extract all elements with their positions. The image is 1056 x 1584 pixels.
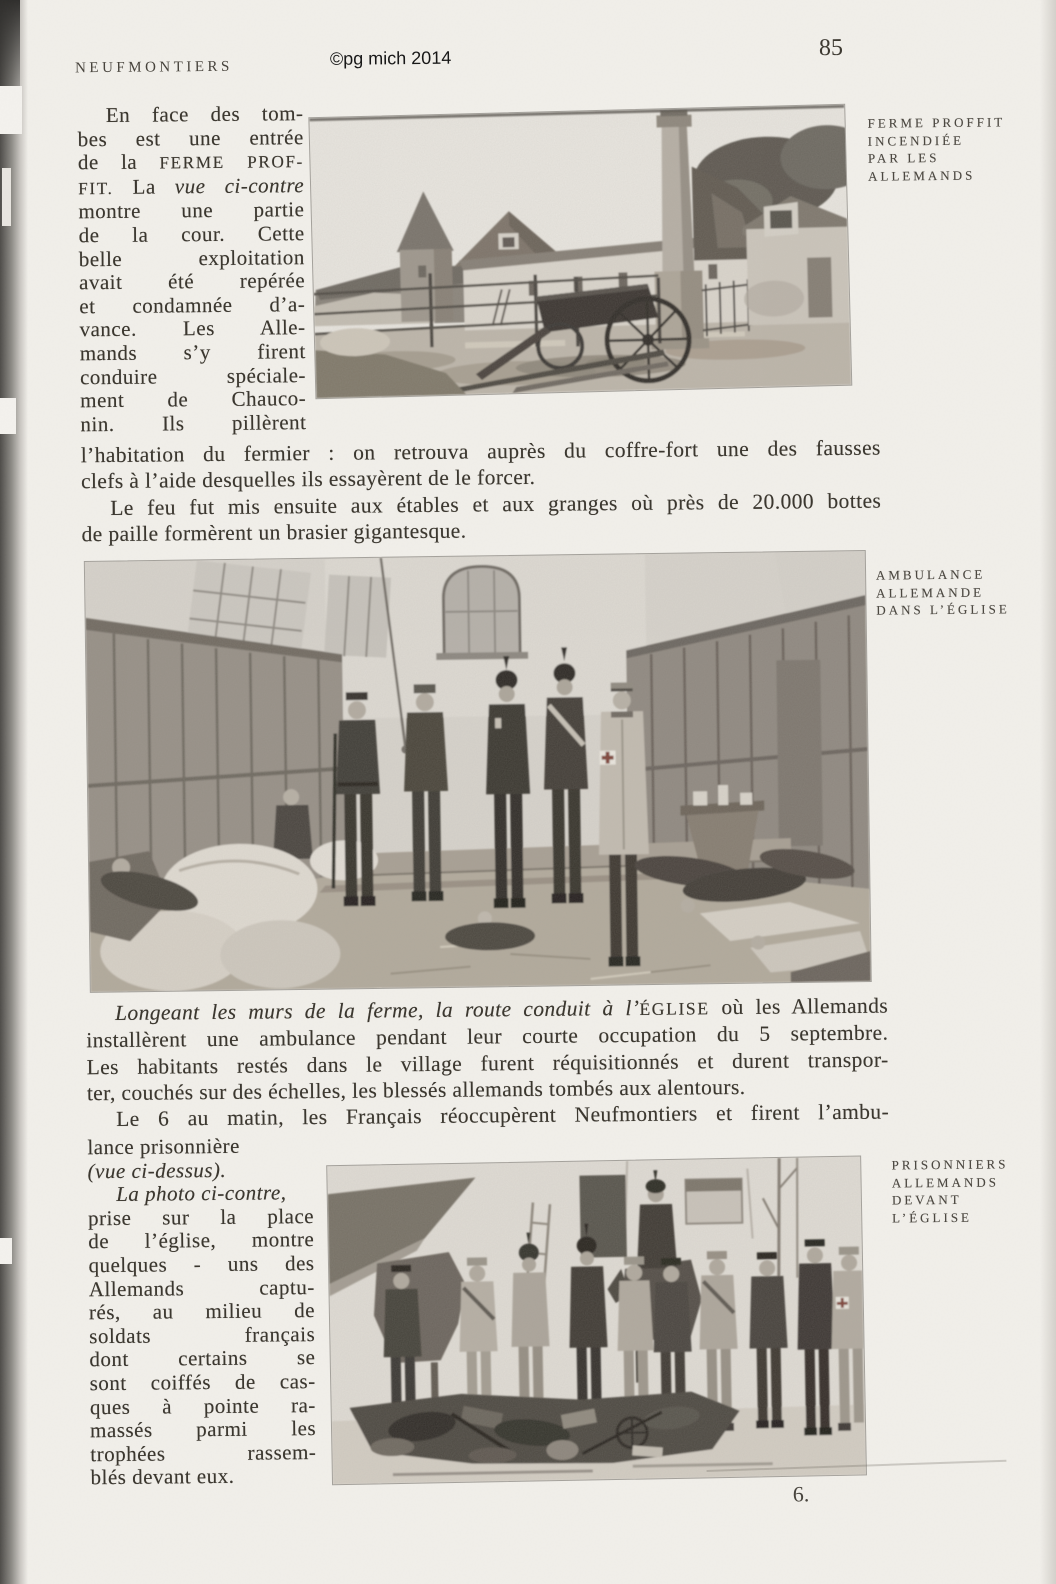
text-line: conduire spéciale- <box>79 362 307 389</box>
text-line: vance. Les Alle- <box>79 315 306 342</box>
text-line: L’ÉGLISE <box>892 1209 973 1226</box>
text-line: avait été repérée <box>78 268 306 295</box>
text-line: l’habitation du fermier : on retrouva auprès du coffre-fort une des fausses <box>80 435 881 468</box>
text-line: de l’église, montre <box>88 1227 315 1254</box>
text-line: rés, au milieu de <box>88 1298 316 1325</box>
text-line: PRISONNIERS <box>891 1156 1009 1173</box>
text-line: ment de Chauco- <box>80 386 307 413</box>
text-line: de la FERME PROF- <box>77 149 305 175</box>
scan-artifact <box>0 1238 12 1264</box>
text-line: Le 6 au matin, les Français réoccupèrent Neufmontiers et firent l’ambu- <box>116 1099 890 1132</box>
page-number: 85 <box>818 34 843 62</box>
page-right-edge-shade <box>1040 0 1056 1584</box>
text-line: ALLEMANDS <box>868 167 976 184</box>
text-line: ter, couchés sur des échelles, les blessés allemands tombés aux alentours. <box>86 1074 746 1106</box>
text-line: FIT. La vue ci-contre <box>78 172 305 199</box>
text-line: Les habitants restés dans le village furent réquisitionnés et durent transpor- <box>86 1047 889 1079</box>
text-column-top <box>77 102 306 436</box>
page-gutter-shadow <box>0 0 28 1584</box>
text-line: Allemands captu- <box>88 1274 315 1301</box>
text-line: dont certains se <box>89 1345 316 1372</box>
text-line: de paille formèrent un brasier gigantesque. <box>81 518 467 547</box>
text-line: ALLEMANDS <box>891 1173 1000 1191</box>
signature-number: 6. <box>792 1481 810 1507</box>
paragraph-block-2 <box>86 993 889 1133</box>
text-line: soldats français <box>89 1321 316 1348</box>
text-line: DANS L’ÉGLISE <box>876 601 1010 618</box>
photo-ambulance-eglise <box>85 551 871 992</box>
text-column-bottom <box>87 1134 316 1490</box>
text-line: blés devant eux. <box>90 1464 235 1490</box>
photo-prisonniers <box>327 1157 866 1485</box>
margin-caption-prisonniers <box>892 1155 1043 1226</box>
text-line: trophées rassem- <box>90 1439 317 1466</box>
text-line: bes est une entrée <box>77 124 304 151</box>
text-line: ques à pointe ra- <box>89 1392 316 1419</box>
photo-ferme-proffit <box>309 105 851 398</box>
text-line: FERME PROFFIT <box>867 114 1006 131</box>
margin-caption-ferme <box>868 113 1029 185</box>
text-line: ALLEMANDE <box>876 584 985 601</box>
text-line: montre une partie <box>78 197 305 224</box>
text-line: installèrent une ambulance pendant leur courte occupation du 5 septembre. <box>86 1020 889 1053</box>
text-line: lance prisonnière <box>87 1133 241 1160</box>
text-line: prise sur la place <box>87 1203 315 1231</box>
text-line: belle exploitation <box>78 244 305 271</box>
text-line: sont coiffés de cas- <box>89 1369 316 1396</box>
text-line: Longeant les murs de la ferme, la route conduit à l’ÉGLISE où les Allemands <box>115 993 889 1025</box>
text-line: En face des tom- <box>105 101 304 128</box>
text-line: La photo ci-contre, <box>116 1180 287 1207</box>
text-line: quelques - uns des <box>88 1251 315 1278</box>
text-line: INCENDIÉE <box>867 132 965 149</box>
text-line: AMBULANCE <box>875 566 986 583</box>
watermark: ©pg mich 2014 <box>329 47 452 69</box>
text-line: de la cour. Cette <box>78 221 305 248</box>
text-line: clefs à l’aide desquelles ils essayèrent de le forcer. <box>80 465 536 494</box>
text-line: DEVANT <box>891 1191 962 1208</box>
text-line: et condamnée d’a- <box>79 291 306 319</box>
scan-artifact <box>0 398 16 434</box>
scan-artifact <box>2 168 11 226</box>
paragraph-block-1 <box>81 435 882 548</box>
text-line: mands s’y firent <box>79 339 306 366</box>
text-line: Le feu fut mis ensuite aux étables et aux granges où près de 20.000 bottes <box>110 488 882 520</box>
margin-caption-ambulance <box>876 565 1036 619</box>
text-line: nin. Ils pillèrent <box>80 409 307 436</box>
text-line: (vue ci-dessus). <box>87 1157 227 1183</box>
text-line: massés parmi les <box>89 1416 317 1443</box>
scan-artifact <box>0 86 22 134</box>
running-title: NEUFMONTIERS <box>74 58 233 77</box>
text-line: PAR LES <box>867 150 940 166</box>
